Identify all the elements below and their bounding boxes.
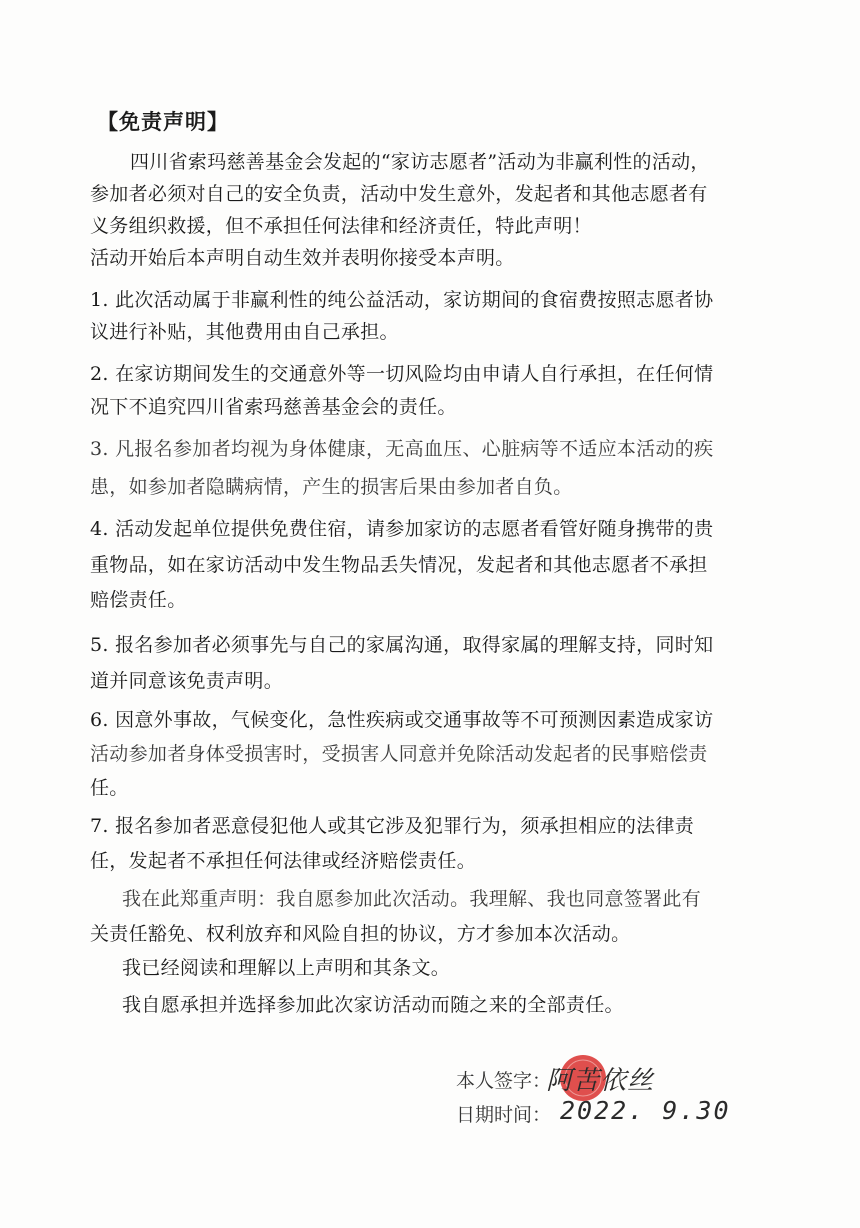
clause-6-line-2: 活动参加者身体受损害时，受损害人同意并免除活动发起者的民事赔偿责 bbox=[90, 743, 708, 765]
handwritten-signature: 阿苦依丝 bbox=[546, 1066, 655, 1096]
clause-5-line-1: 5. 报名参加者必须事先与自己的家属沟通，取得家属的理解支持，同时知 bbox=[90, 634, 714, 656]
clause-2-line-2: 况下不追究四川省索玛慈善基金会的责任。 bbox=[90, 396, 457, 418]
clause-1-line-2: 议进行补贴，其他费用由自己承担。 bbox=[90, 321, 399, 343]
clause-3-line-2: 患，如参加者隐瞒病情，产生的损害后果由参加者自负。 bbox=[90, 476, 573, 498]
clause-4-line-2: 重物品，如在家访活动中发生物品丢失情况，发起者和其他志愿者不承担 bbox=[90, 554, 708, 576]
clause-1-line-1: 1. 此次活动属于非赢利性的纯公益活动，家访期间的食宿费按照志愿者协 bbox=[90, 289, 714, 311]
clause-2-line-1: 2. 在家访期间发生的交通意外等一切风险均由申请人自行承担，在任何情 bbox=[90, 363, 714, 385]
closing-line-3: 我已经阅读和理解以上声明和其条文。 bbox=[122, 957, 451, 979]
clause-7-line-2: 任，发起者不承担任何法律或经济赔偿责任。 bbox=[90, 850, 477, 872]
clause-3-line-1: 3. 凡报名参加者均视为身体健康，无高血压、心脏病等不适应本活动的疾 bbox=[90, 438, 714, 460]
clause-5-line-2: 道并同意该免责声明。 bbox=[90, 670, 284, 692]
closing-line-2: 关责任豁免、权利放弃和风险自担的协议，方才参加本次活动。 bbox=[90, 923, 631, 945]
clause-6-line-3: 任。 bbox=[90, 777, 129, 799]
clause-6-line-1: 6. 因意外事故，气候变化，急性疾病或交通事故等不可预测因素造成家访 bbox=[90, 709, 714, 731]
signature-label: 本人签字： bbox=[456, 1070, 552, 1092]
intro-line-1: 四川省索玛慈善基金会发起的“家访志愿者”活动为非赢利性的活动， bbox=[130, 151, 710, 173]
clause-4-line-1: 4. 活动发起单位提供免费住宿，请参加家访的志愿者看管好随身携带的贵 bbox=[90, 518, 714, 540]
clause-4-line-3: 赔偿责任。 bbox=[90, 589, 187, 611]
intro-line-4: 活动开始后本声明自动生效并表明你接受本声明。 bbox=[90, 247, 515, 269]
handwritten-date: 2022. 9.30 bbox=[560, 1096, 731, 1125]
closing-line-4: 我自愿承担并选择参加此次家访活动而随之来的全部责任。 bbox=[122, 994, 624, 1016]
clause-7-line-1: 7. 报名参加者恶意侵犯他人或其它涉及犯罪行为，须承担相应的法律责 bbox=[90, 815, 695, 837]
intro-line-3: 义务组织救援，但不承担任何法律和经济责任，特此声明！ bbox=[90, 215, 592, 237]
document-title: 【免责声明】 bbox=[97, 109, 229, 134]
date-label: 日期时间： bbox=[456, 1104, 552, 1126]
closing-line-1: 我在此郑重声明：我自愿参加此次活动。我理解、我也同意签署此有 bbox=[122, 888, 702, 910]
intro-line-2: 参加者必须对自己的安全负责，活动中发生意外，发起者和其他志愿者有 bbox=[90, 183, 708, 205]
